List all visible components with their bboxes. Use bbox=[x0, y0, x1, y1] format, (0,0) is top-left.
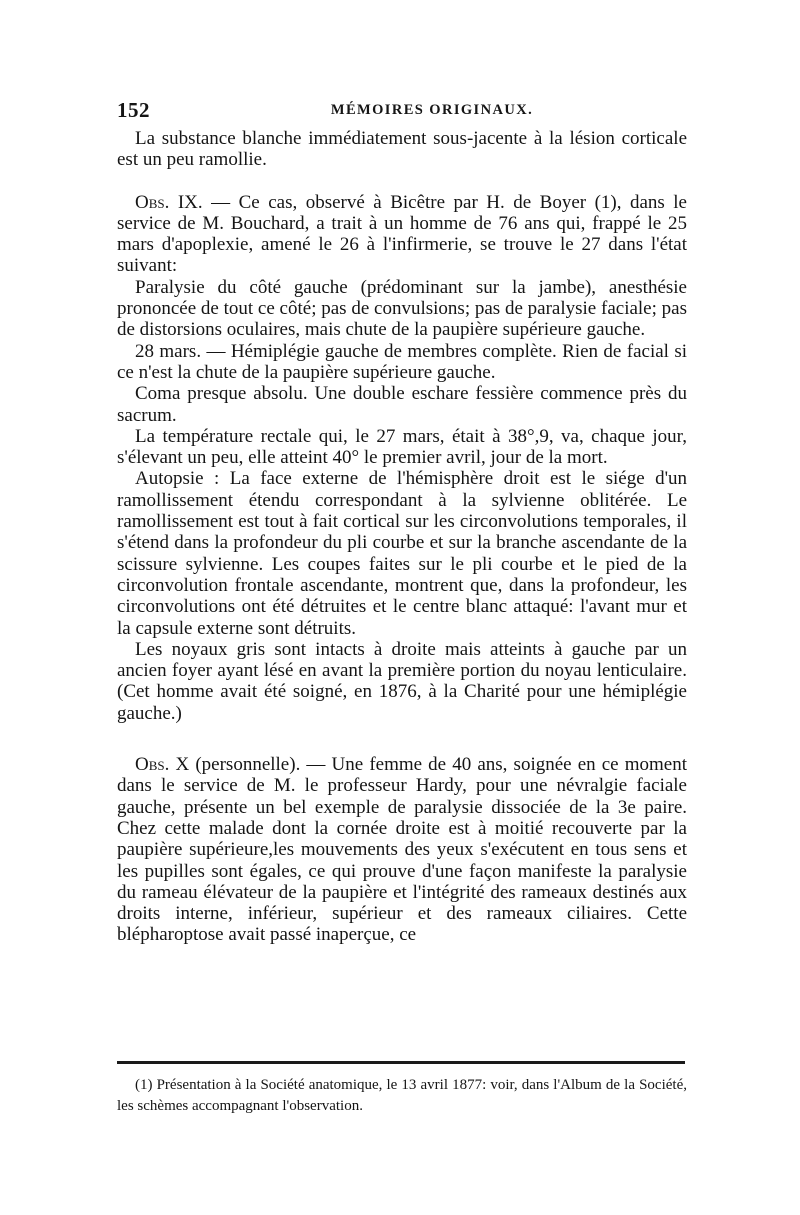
paragraph-text: Paralysie du côté gauche (prédominant sur la jambe), anesthésie prononcée de tout ce côté; pas de convulsions; pas de paralysie faciale; pas de distorsions oculaires, mais chute de la paupière supérieure gauche. bbox=[117, 276, 687, 341]
paragraph bbox=[117, 468, 687, 638]
running-title: MÉMOIRES ORIGINAUX. bbox=[330, 102, 534, 118]
footnote bbox=[117, 1075, 687, 1117]
paragraph bbox=[117, 639, 687, 724]
footnote-separator-rule bbox=[117, 1061, 685, 1064]
page-header bbox=[117, 98, 687, 124]
footnote-text: (1) Présentation à la Société anatomique, le 13 avril 1877: voir, dans l'Album de la Société, les schèmes accompagnant l'observation. bbox=[117, 1077, 687, 1114]
paragraph-text: 28 mars. — Hémiplégie gauche de membres complète. Rien de facial si ce n'est la chute de la paupière supérieure gauche. bbox=[117, 340, 687, 383]
observation-label: Obs. X bbox=[135, 754, 190, 776]
paragraph-text: Coma presque absolu. Une double eschare fessière commence près du sacrum. bbox=[117, 383, 687, 426]
paragraph bbox=[117, 341, 687, 384]
main-text bbox=[117, 128, 687, 946]
observation-heading-paragraph bbox=[117, 754, 687, 946]
paragraph-text: La température rectale qui, le 27 mars, était à 38°,9, va, chaque jour, s'élevant un peu, elle atteint 40° le premier avril, jour de la mort. bbox=[117, 425, 687, 469]
paragraph-text: Les noyaux gris sont intacts à droite mais atteints à gauche par un ancien foyer ayant lésé en avant la première portion du noyau lenticulaire. (Cet homme avait été soigné, en 1876, à la Charité pour une hémiplégie gauche.) bbox=[117, 638, 687, 724]
paragraph-text: La substance blanche immédiatement sous-jacente à la lésion corticale est un peu ramollie. bbox=[117, 128, 687, 171]
observation-heading-paragraph bbox=[117, 192, 687, 277]
paragraph bbox=[117, 128, 687, 171]
paragraph bbox=[117, 426, 687, 469]
paragraph bbox=[117, 277, 687, 341]
observation-label: Obs. IX. bbox=[135, 191, 203, 213]
paragraph bbox=[117, 383, 687, 426]
paragraph-text: (personnelle). — Une femme de 40 ans, soignée en ce moment dans le service de M. le professeur Hardy, pour une névralgie faciale gauche, présente un bel exemple de paralysie dissociée de la 3e paire. Chez cette malade dont la cornée droite est à moitié recouverte par la paupière supérieure,les mouvements des yeux s'exécutent en tous sens et les pupilles sont égales, ce qui prouve d'une façon manifeste la paralysie du rameau élévateur de la paupière et l'intégrité des rameaux destinés aux droits interne, inférieur, supérieur et des rameaux ciliaires. Cette blépharoptose avait passé inaperçue, ce bbox=[117, 754, 687, 946]
page-number: 152 bbox=[117, 98, 150, 122]
paragraph-text: — Ce cas, observé à Bicêtre par H. de Boyer (1), dans le service de M. Bouchard, a trait à un homme de 76 ans qui, frappé le 25 mars d'apoplexie, amené le 26 à l'infirmerie, se trouve le 27 dans l'état suivant: bbox=[117, 191, 687, 277]
paragraph-text: Autopsie : La face externe de l'hémisphère droit est le siége d'un ramollissement étendu correspondant à la sylvienne oblitérée. Le ramollissement est tout à fait cortical sur les circonvolutions temporales, il s'étend dans la profondeur du pli courbe et sur la branche ascendante de la scissure sylvienne. Les coupes faites sur le pli courbe et le pied de la circonvolution frontale ascendante, montrent que, dans la profondeur, les circonvolutions ont été détruites et le centre blanc attaqué: l'avant mur et la capsule externe sont détruits. bbox=[117, 468, 687, 639]
